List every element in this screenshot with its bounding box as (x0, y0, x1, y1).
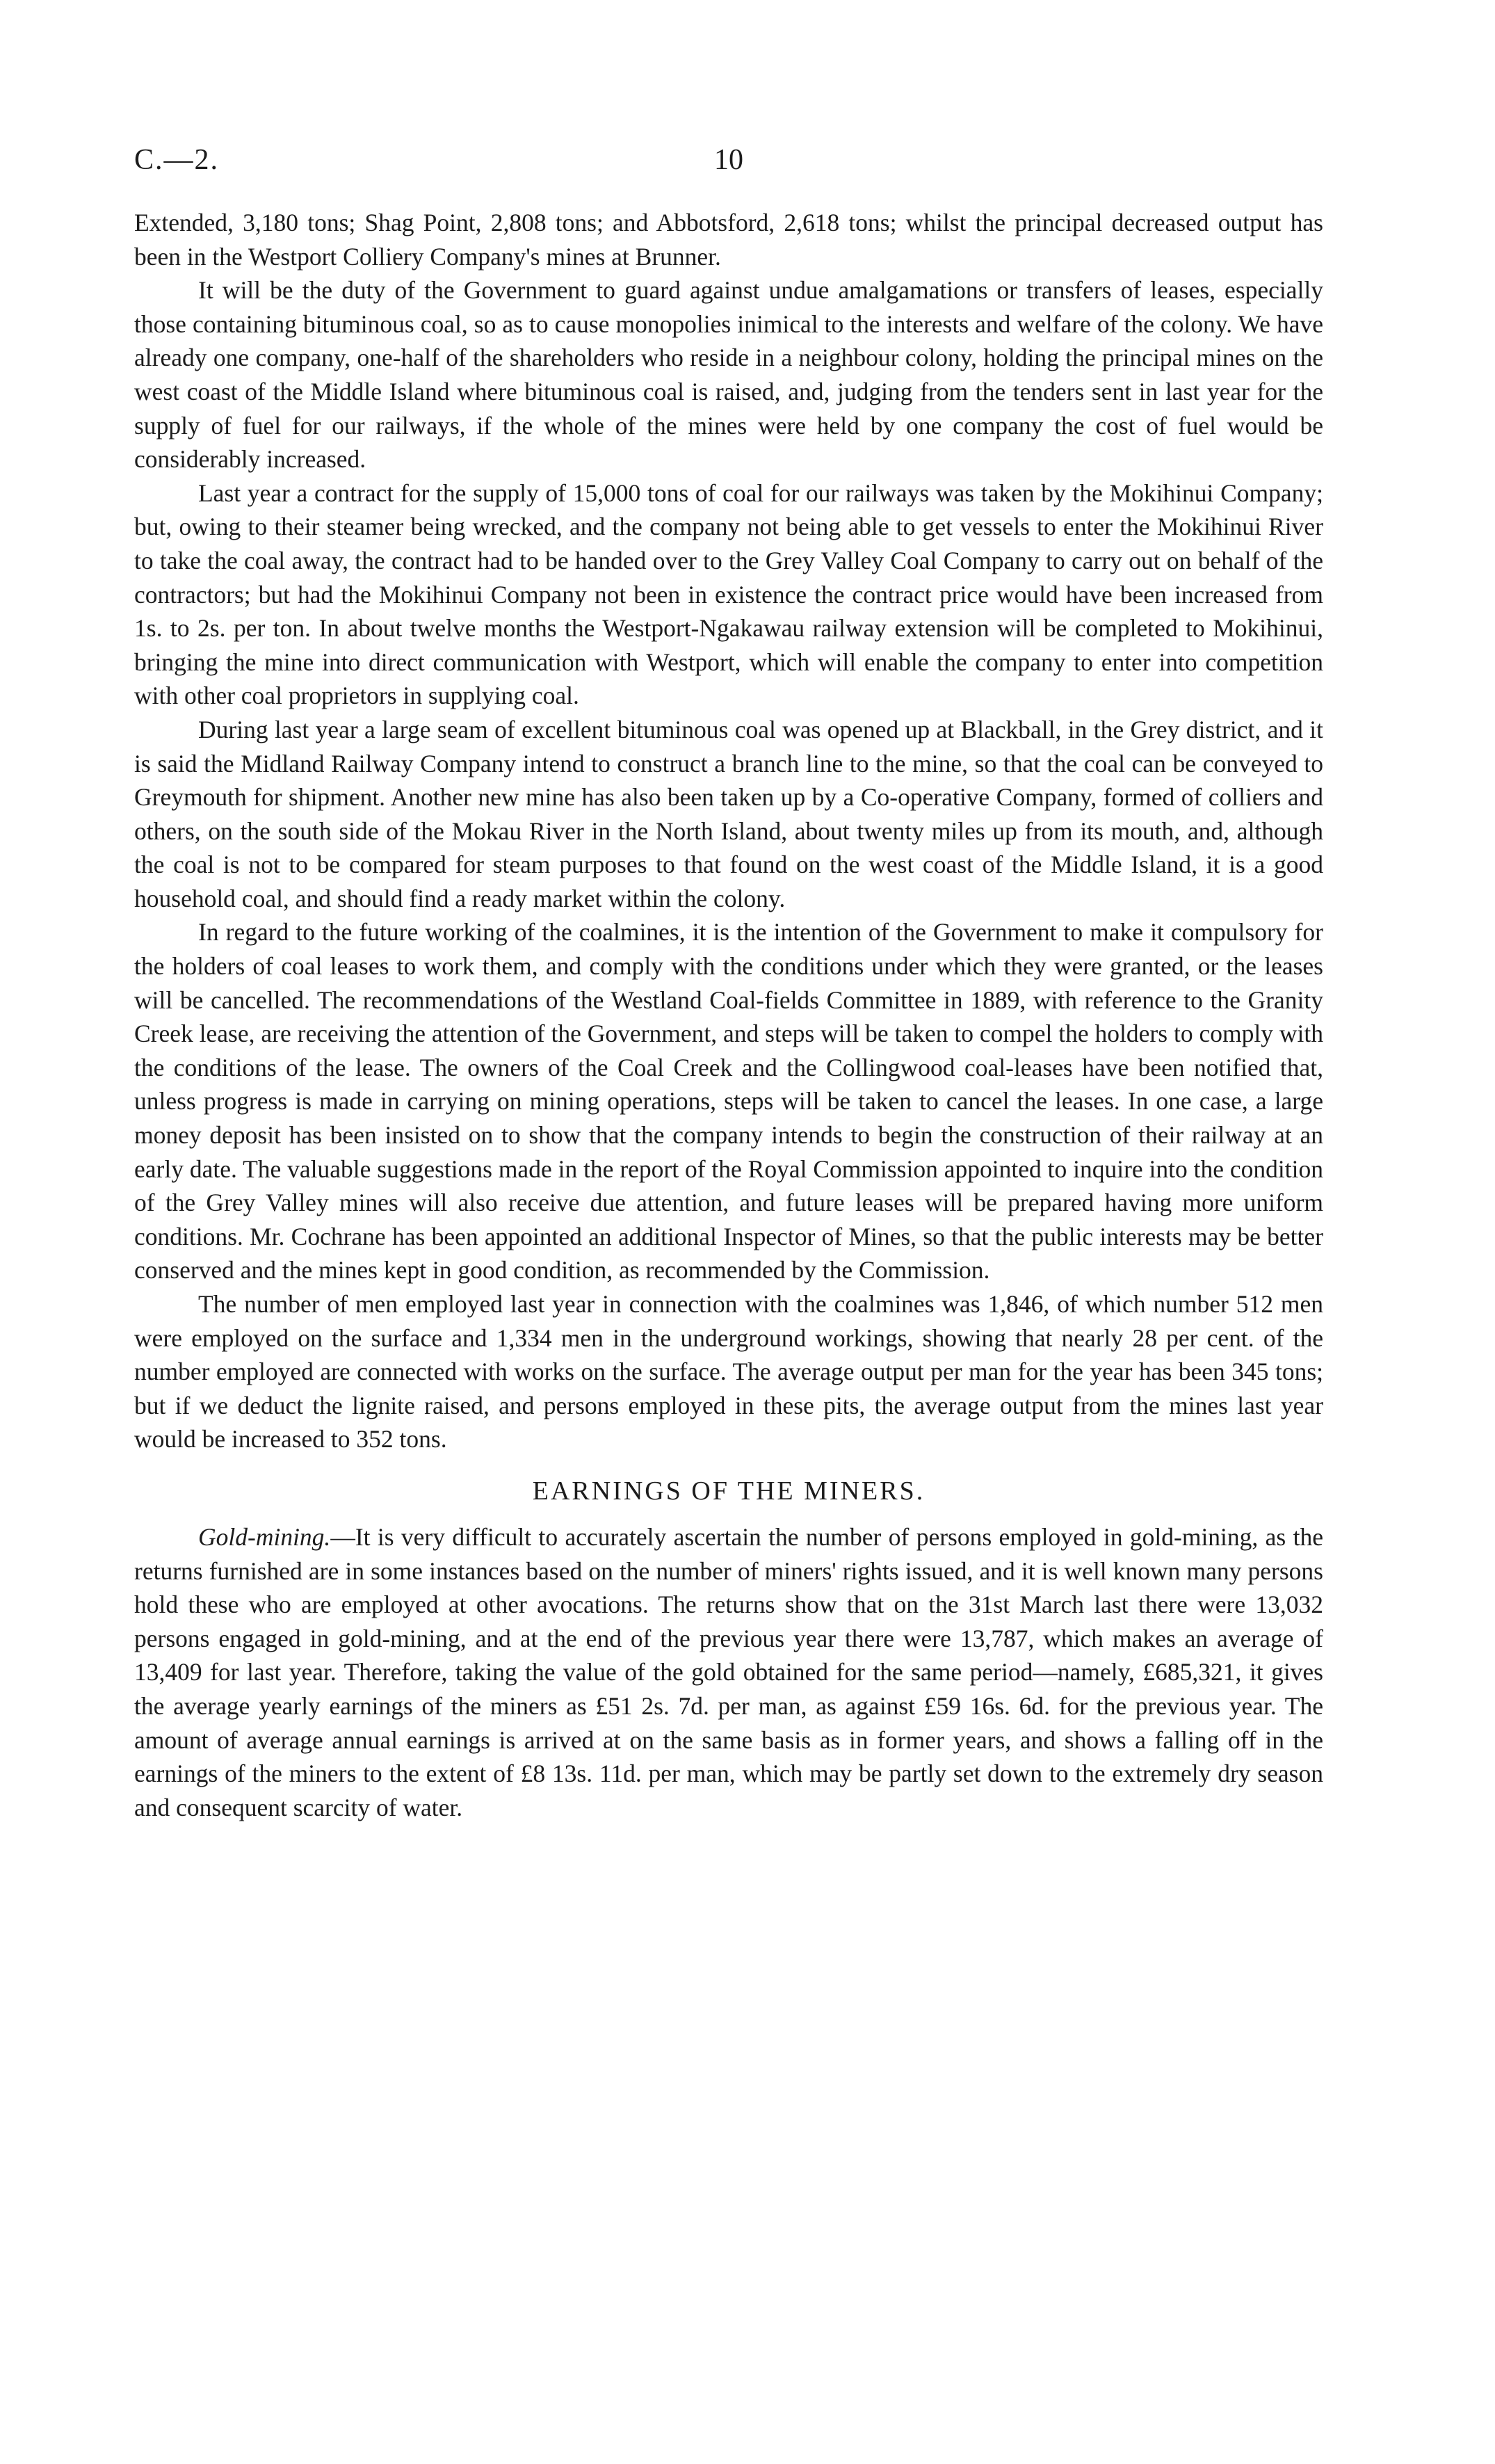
document-reference: C.—2. (134, 144, 220, 176)
paragraph-gold-mining (134, 1520, 1323, 1824)
paragraph-continued: Extended, 3,180 tons; Shag Point, 2,808 tons; and Abbotsford, 2,618 tons; whilst the principal decreased output has been in the Westport Colliery Company's mines at Brunner. (134, 209, 1323, 271)
run-in-heading: Gold-mining. (198, 1522, 331, 1551)
section-heading: EARNINGS OF THE MINERS. (532, 1476, 926, 1506)
body-text (134, 206, 1323, 1824)
paragraph-amalgamations: It will be the duty of the Government to guard against undue amalgamations or transfers of leases, especially those containing bituminous coal, so as to cause monopolies inimical to the interests and welfare of the colony. We have already one company, one-half of the shareholders who reside in a neighbour colony, holding the principal mines on the west coast of the Middle Island where bituminous coal is raised, and, judging from the tenders sent in last year for the supply of fuel for our railways, if the whole of the mines were held by one company the cost of fuel would be considerably increased. (134, 276, 1323, 474)
paragraph-coal-leases: In regard to the future working of the coalmines, it is the intention of the Government to make it compulsory for the holders of coal leases to work them, and comply with the conditions under which they were granted, or the leases will be cancelled. The recommendations of the Westland Coal-fields Committee in 1889, with reference to the Granity Creek lease, are receiving the attention of the Government, and steps will be taken to compel the holders to comply with the conditions of the lease. The owners of the Coal Creek and the Collingwood coal-leases have been notified that, unless progress is made in carrying on mining operations, steps will be taken to cancel the leases. In one case, a large money deposit has been insisted on to show that the company intends to begin the construction of their railway at an early date. The valuable suggestions made in the report of the Royal Commission appointed to inquire into the condition of the Grey Valley mines will also receive due attention, and future leases will be prepared having more uniform conditions. Mr. Cochrane has been appointed an additional Inspector of Mines, so that the public interests may be better conserved and the mines kept in good condition, as recommended by the Commission. (134, 918, 1323, 1285)
paragraph-blackball-seam: During last year a large seam of excellent bituminous coal was opened up at Blackball, in the Grey district, and it is said the Midland Railway Company intend to construct a branch line to the mine, so that the coal can be conveyed to Greymouth for shipment. Another new mine has also been taken up by a Co-operative Company, formed of colliers and others, on the south side of the Mokau River in the North Island, about twenty miles up from its mouth, and, although the coal is not to be compared for steam purposes to that found on the west coast of the Middle Island, it is a good household coal, and should find a ready market within the colony. (134, 715, 1323, 912)
gold-mining-text: —It is very difficult to accurately ascertain the number of persons employed in gold-mining, as the returns furnished are in some instances based on the number of miners' rights issued, and it is well known many persons hold these who are employed at other avocations. The returns show that on the 31st March last there were 13,032 persons engaged in gold-mining, and at the end of the previous year there were 13,787, which makes an average of 13,409 for last year. Therefore, taking the value of the gold obtained for the same period—namely, £685,321, it gives the average yearly earnings of the miners as £51 2s. 7d. per man, as against £59 16s. 6d. for the previous year. The amount of average annual earnings is arrived at on the same basis as in former years, and shows a falling off in the earnings of the miners to the extent of £8 13s. 11d. per man, which may be partly set down to the extremely dry season and consequent scarcity of water. (134, 1522, 1323, 1821)
paragraph-mokihinui-contract: Last year a contract for the supply of 15,000 tons of coal for our railways was taken by the Mokihinui Company; but, owing to their steamer being wrecked, and the company not being able to get vessels to enter the Mokihinui River to take the coal away, the contract had to be handed over to the Grey Valley Coal Company to carry out on behalf of the contractors; but had the Mokihinui Company not been in existence the contract price would have been increased from 1s. to 2s. per ton. In about twelve months the Westport-Ngakawau railway extension will be completed to Mokihinui, bringing the mine into direct communication with Westport, which will enable the company to enter into competition with other coal proprietors in supplying coal. (134, 478, 1323, 710)
running-header (134, 139, 1323, 181)
page-number: 10 (714, 144, 743, 176)
paragraph-men-employed: The number of men employed last year in connection with the coalmines was 1,846, of which number 512 men were employed on the surface and 1,334 men in the underground workings, showing that nearly 28 per cent. of the number employed are connected with works on the surface. The average output per man for the year has been 345 tons; but if we deduct the lignite raised, and persons employed in these pits, the average output from the mines last year would be increased to 352 tons. (134, 1290, 1323, 1454)
